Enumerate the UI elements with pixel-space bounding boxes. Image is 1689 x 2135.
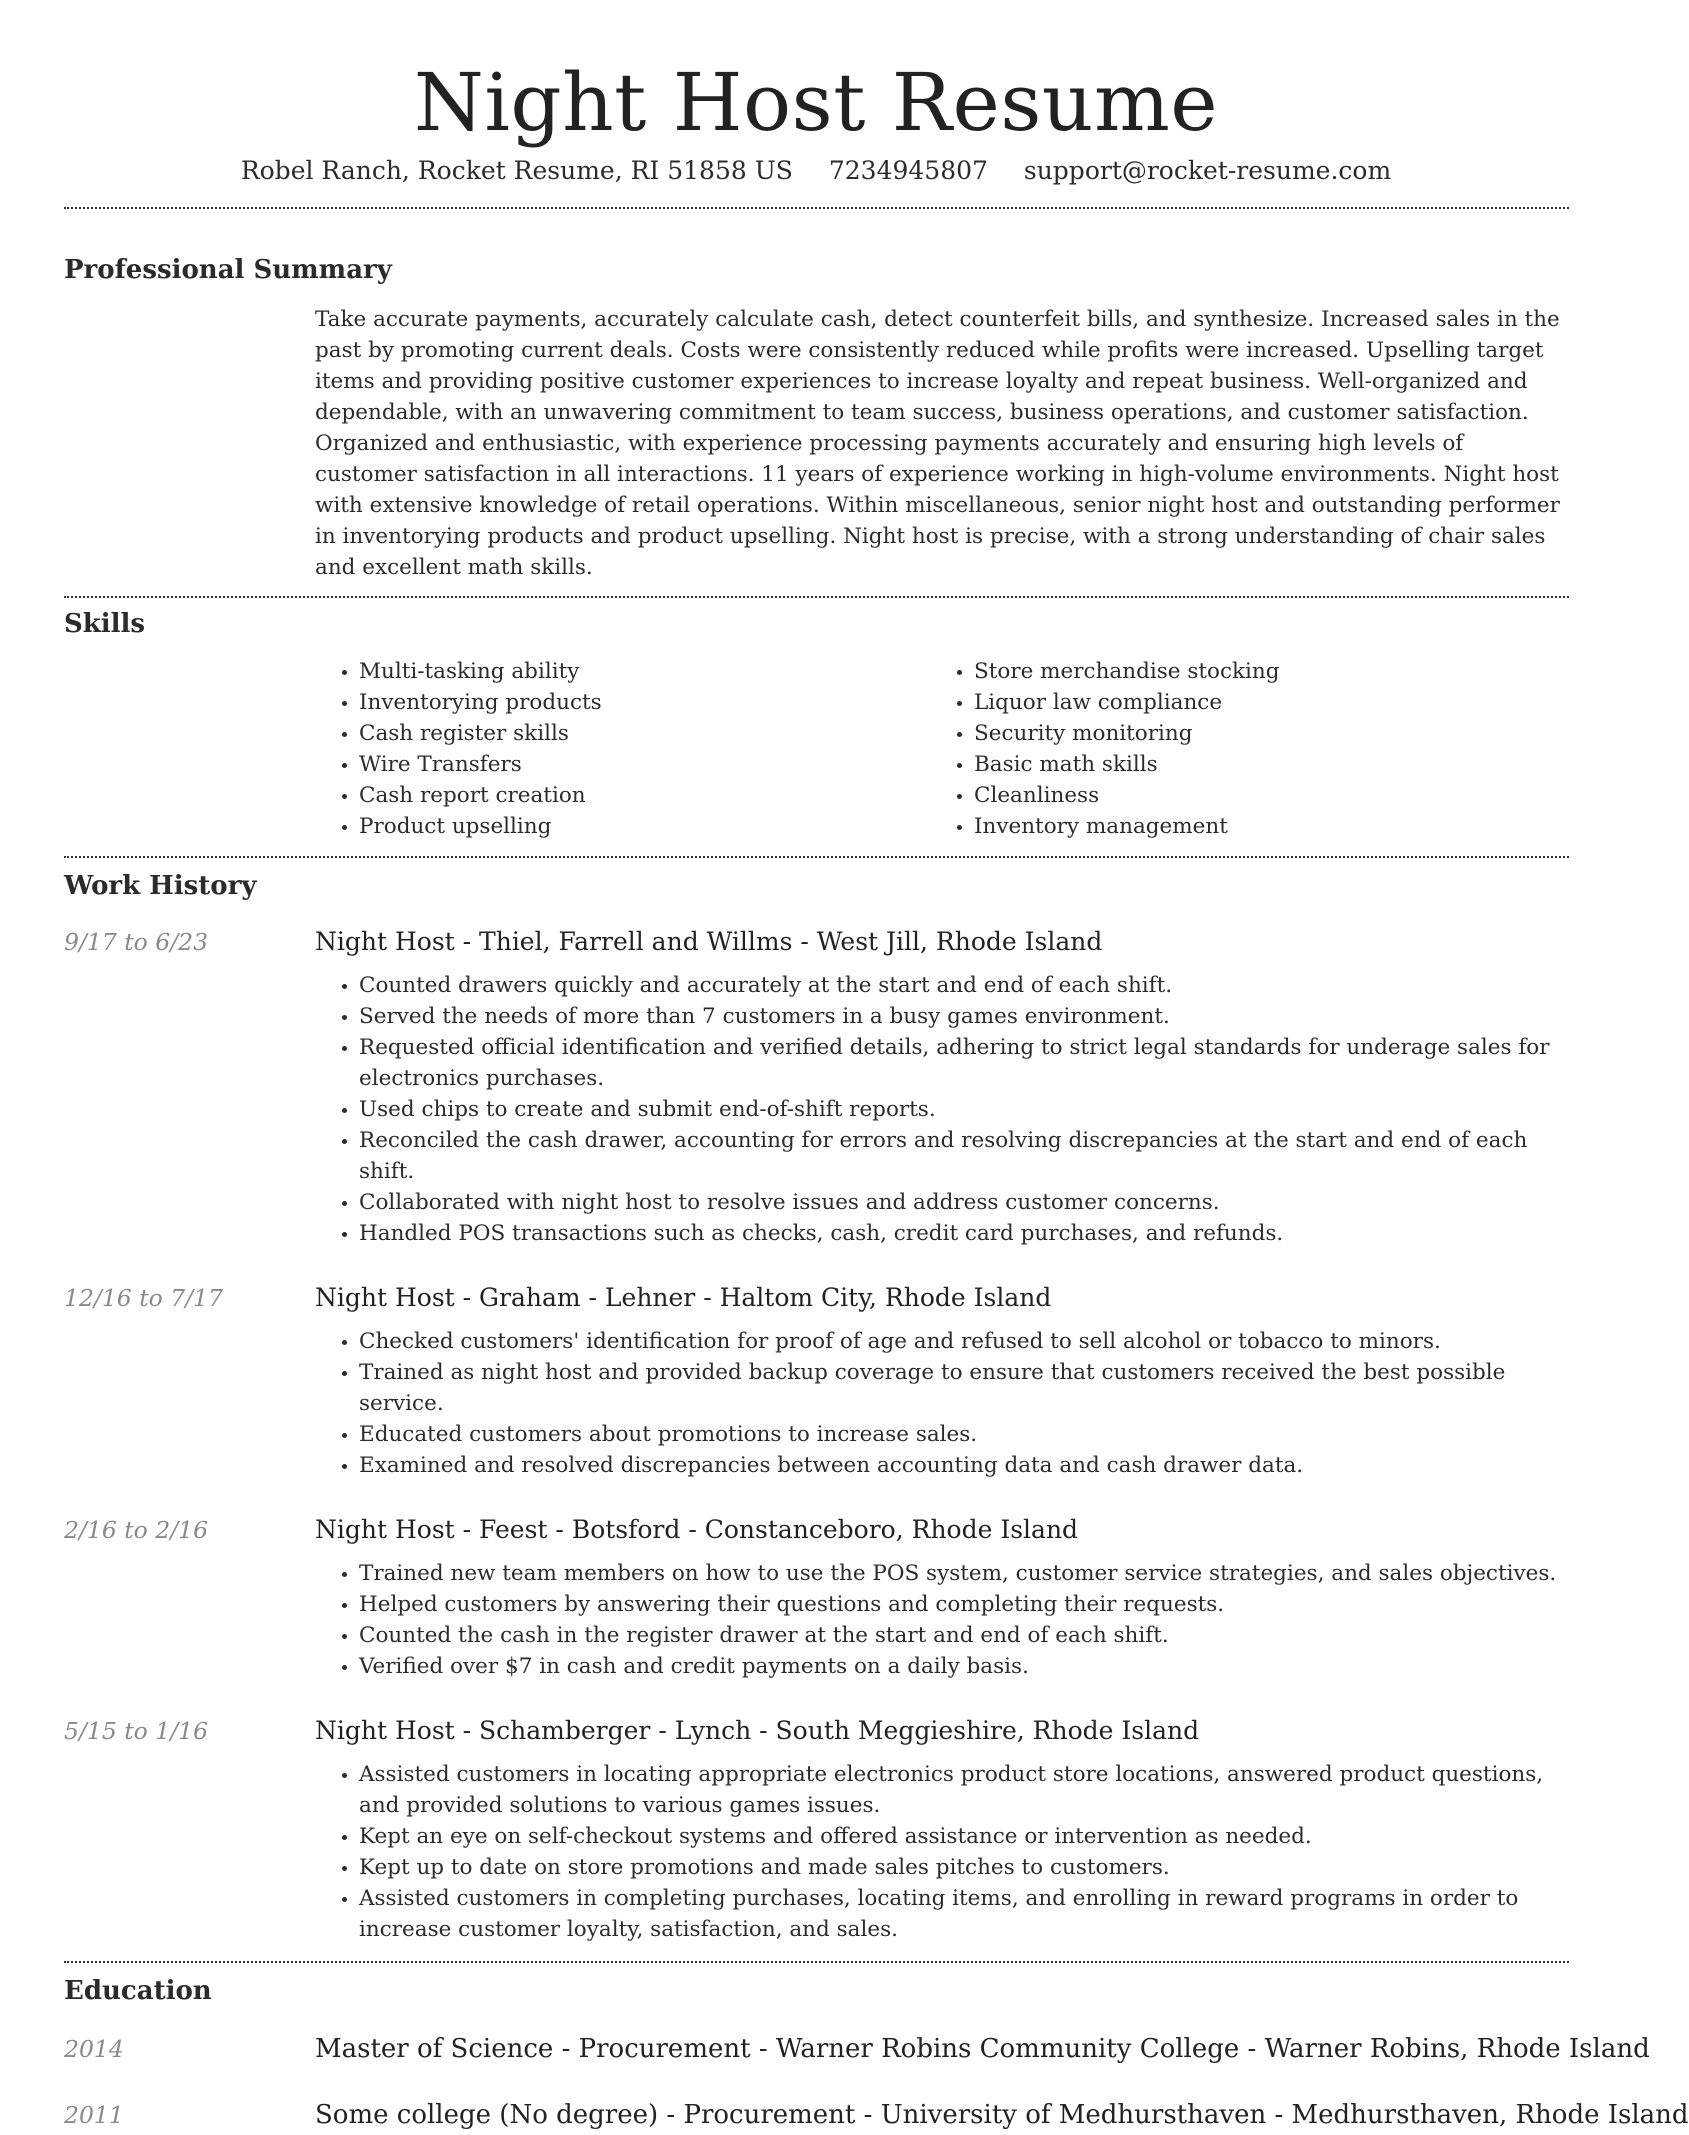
job-bullet: • Kept up to date on store promotions and made sales pitches to customers. bbox=[359, 1852, 1568, 1883]
job-bullet: • Counted drawers quickly and accurately at the start and end of each shift. bbox=[359, 970, 1568, 1001]
job-bullets bbox=[315, 1558, 1568, 1682]
skill-item: • Product upselling bbox=[359, 811, 930, 842]
job-entry bbox=[64, 1510, 1568, 1682]
education-entry bbox=[64, 2095, 1689, 2135]
contact-email: support@rocket-resume.com bbox=[1023, 156, 1392, 185]
divider bbox=[64, 207, 1569, 209]
job-bullet: • Served the needs of more than 7 customers in a busy games environment. bbox=[359, 1001, 1568, 1032]
job-bullet: • Used chips to create and submit end-of-shift reports. bbox=[359, 1094, 1568, 1125]
skill-item: • Store merchandise stocking bbox=[974, 656, 1545, 687]
resume-title: Night Host Resume bbox=[413, 56, 1219, 149]
job-date: 5/15 to 1/16 bbox=[64, 1717, 209, 1745]
skills-list-right bbox=[930, 656, 1545, 842]
skill-item: • Wire Transfers bbox=[359, 749, 930, 780]
skill-item: • Inventory management bbox=[974, 811, 1545, 842]
job-entry bbox=[64, 922, 1568, 1249]
job-bullet: • Checked customers' identification for proof of age and refused to sell alcohol or tobacco to minors. bbox=[359, 1326, 1568, 1357]
job-date: 2/16 to 2/16 bbox=[64, 1516, 209, 1544]
divider bbox=[64, 596, 1569, 598]
contact-address: Robel Ranch, Rocket Resume, RI 51858 US bbox=[240, 156, 793, 185]
contact-phone: 7234945807 bbox=[828, 156, 988, 185]
job-bullet: • Helped customers by answering their questions and completing their requests. bbox=[359, 1589, 1568, 1620]
job-title: Night Host - Graham - Lehner - Haltom City, Rhode Island bbox=[315, 1283, 1052, 1312]
education-date: 2014 bbox=[64, 2035, 124, 2063]
skills-list-left bbox=[315, 656, 930, 842]
job-title: Night Host - Schamberger - Lynch - South Meggieshire, Rhode Island bbox=[315, 1716, 1200, 1745]
skill-item: • Cash register skills bbox=[359, 718, 930, 749]
job-bullets bbox=[315, 1759, 1568, 1945]
work-heading: Work History bbox=[64, 871, 257, 901]
job-bullets bbox=[315, 970, 1568, 1249]
job-bullet: • Assisted customers in completing purchases, locating items, and enrolling in reward programs in order to increase customer loyalty, satisfaction, and sales. bbox=[359, 1883, 1568, 1945]
job-bullet: • Handled POS transactions such as checks, cash, credit card purchases, and refunds. bbox=[359, 1218, 1568, 1249]
skill-item: • Multi-tasking ability bbox=[359, 656, 930, 687]
education-title: Some college (No degree) - Procurement - University of Medhursthaven - Medhursthaven, Rhode Island bbox=[315, 2100, 1689, 2130]
job-body bbox=[315, 1510, 1568, 1682]
education-section bbox=[64, 1971, 1689, 2135]
job-date: 9/17 to 6/23 bbox=[64, 928, 209, 956]
skills-heading: Skills bbox=[64, 609, 146, 639]
job-bullet: • Assisted customers in locating appropriate electronics product store locations, answered product questions, and provided solutions to various games issues. bbox=[359, 1759, 1568, 1821]
skill-item: • Security monitoring bbox=[974, 718, 1545, 749]
job-date: 12/16 to 7/17 bbox=[64, 1284, 224, 1312]
skill-item: • Liquor law compliance bbox=[974, 687, 1545, 718]
education-entry bbox=[64, 2029, 1650, 2069]
divider bbox=[64, 856, 1569, 858]
skill-item: • Cash report creation bbox=[359, 780, 930, 811]
job-title: Night Host - Thiel, Farrell and Willms - West Jill, Rhode Island bbox=[315, 927, 1103, 956]
skills-columns bbox=[315, 656, 1569, 842]
job-body bbox=[315, 1278, 1568, 1481]
skill-item: • Basic math skills bbox=[974, 749, 1545, 780]
skill-item: • Cleanliness bbox=[974, 780, 1545, 811]
education-heading: Education bbox=[64, 1976, 212, 2006]
skills-section bbox=[64, 604, 1568, 842]
job-bullet: • Counted the cash in the register drawer at the start and end of each shift. bbox=[359, 1620, 1568, 1651]
summary-text: Take accurate payments, accurately calculate cash, detect counterfeit bills, and synthesize. Increased sales in the past by promoting current deals. Costs were consistently reduced while profits were increased. Upselling target items and providing positive customer experiences to increase loyalty and repeat business. Well-organized and dependable, with an unwavering commitment to team success, business operations, and customer satisfaction. Organized and enthusiastic, with experience processing payments accurately and ensuring high levels of customer satisfaction in all interactions. 11 years of experience working in high-volume environments. Night host with extensive knowledge of retail operations. Within miscellaneous, senior night host and outstanding performer in inventorying products and product upselling. Night host is precise, with a strong understanding of chair sales and excellent math skills. bbox=[315, 307, 1560, 580]
summary-section bbox=[64, 250, 1568, 583]
job-bullets bbox=[315, 1326, 1568, 1481]
job-entry bbox=[64, 1711, 1568, 1945]
education-date: 2011 bbox=[64, 2101, 124, 2129]
job-bullet: • Verified over $7 in cash and credit payments on a daily basis. bbox=[359, 1651, 1568, 1682]
job-entry bbox=[64, 1278, 1568, 1481]
job-bullet: • Requested official identification and verified details, adhering to strict legal standards for underage sales for electronics purchases. bbox=[359, 1032, 1568, 1094]
job-body bbox=[315, 922, 1568, 1249]
job-bullet: • Educated customers about promotions to increase sales. bbox=[359, 1419, 1568, 1450]
contact-line bbox=[64, 146, 1568, 196]
work-section bbox=[64, 866, 1568, 1945]
job-bullet: • Trained as night host and provided backup coverage to ensure that customers received the best possible service. bbox=[359, 1357, 1568, 1419]
job-bullet: • Collaborated with night host to resolve issues and address customer concerns. bbox=[359, 1187, 1568, 1218]
job-body bbox=[315, 1711, 1568, 1945]
summary-heading: Professional Summary bbox=[64, 255, 392, 285]
job-bullet: • Examined and resolved discrepancies between accounting data and cash drawer data. bbox=[359, 1450, 1568, 1481]
skill-item: • Inventorying products bbox=[359, 687, 930, 718]
divider bbox=[64, 1961, 1569, 1963]
job-title: Night Host - Feest - Botsford - Constanceboro, Rhode Island bbox=[315, 1515, 1079, 1544]
education-title: Master of Science - Procurement - Warner Robins Community College - Warner Robins, Rhode Island bbox=[315, 2034, 1650, 2064]
job-bullet: • Trained new team members on how to use the POS system, customer service strategies, and sales objectives. bbox=[359, 1558, 1568, 1589]
job-bullet: • Kept an eye on self-checkout systems and offered assistance or intervention as needed. bbox=[359, 1821, 1568, 1852]
job-bullet: • Reconciled the cash drawer, accounting for errors and resolving discrepancies at the start and end of each shift. bbox=[359, 1125, 1568, 1187]
